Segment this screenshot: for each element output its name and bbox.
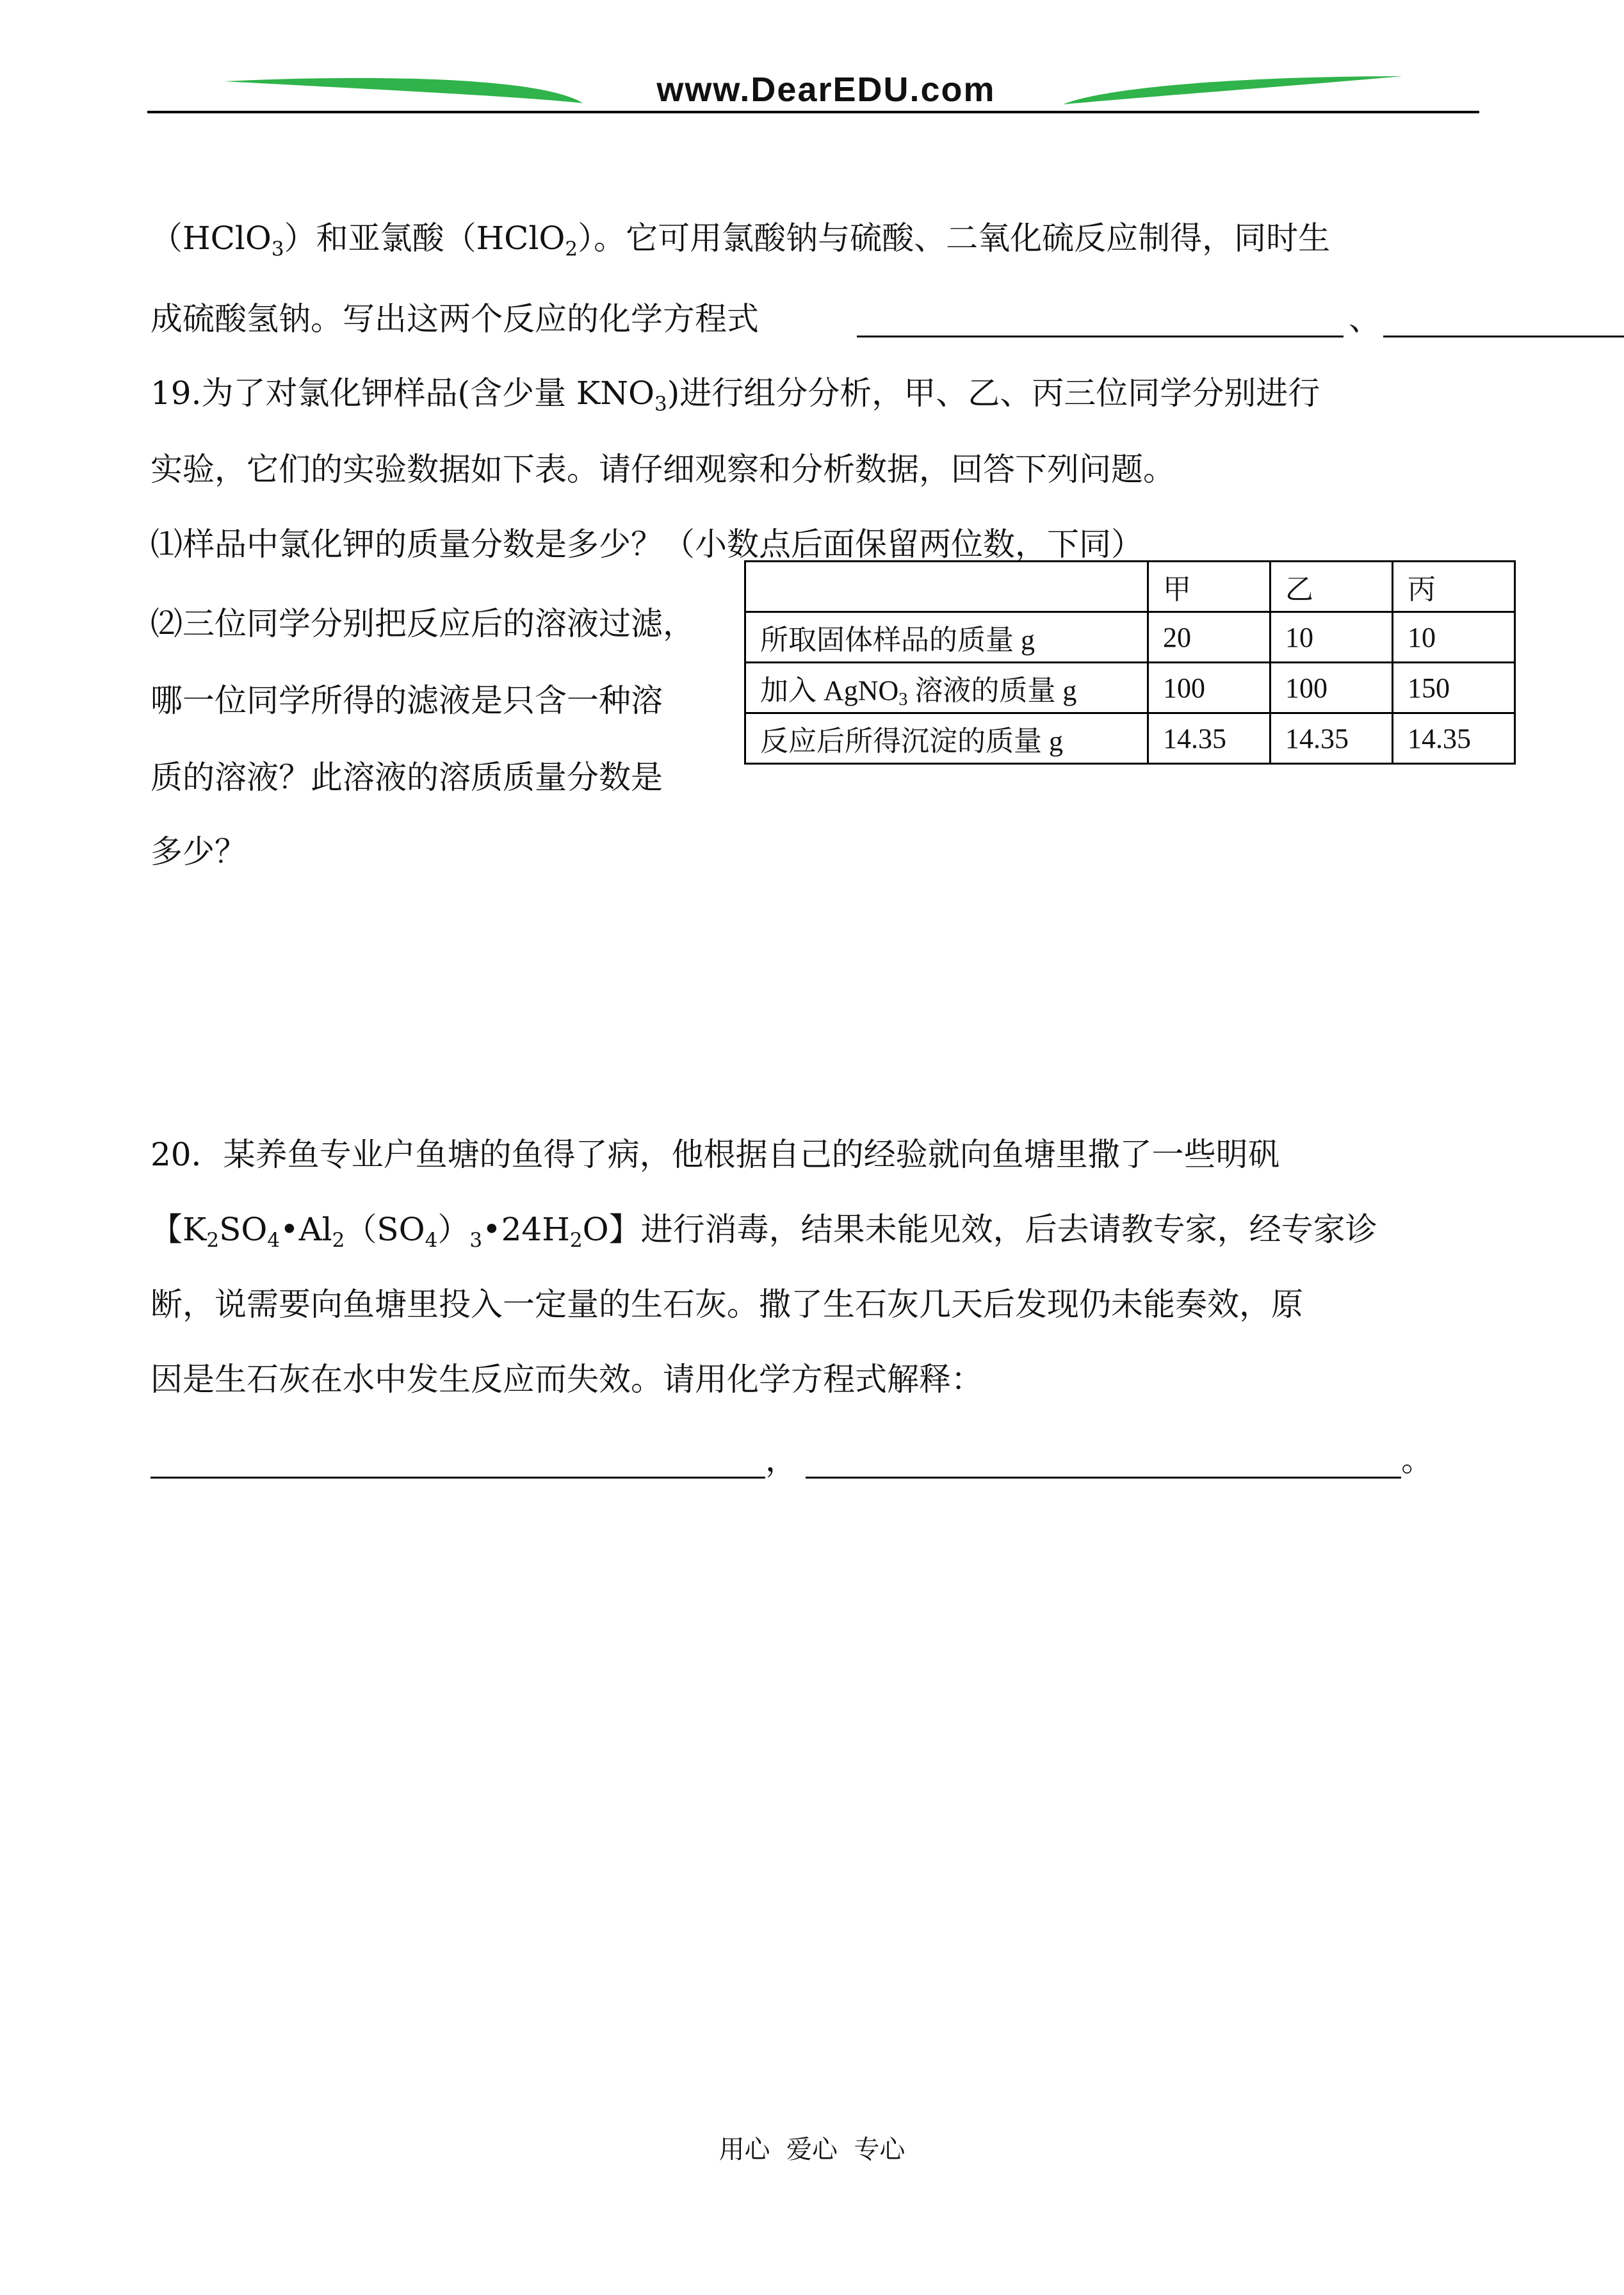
table-cell: 150 xyxy=(1393,663,1515,713)
table-cell: 14.35 xyxy=(1148,713,1271,764)
table-cell: 100 xyxy=(1271,663,1393,713)
table-header-bing: 丙 xyxy=(1393,562,1515,612)
page-header xyxy=(147,67,1479,118)
table-header-yi: 乙 xyxy=(1271,562,1393,612)
site-logo: www.DearEDU.com xyxy=(656,70,996,109)
q19-line-2: 实验，它们的实验数据如下表。请仔细观察和分析数据，回答下列问题。 xyxy=(150,451,1175,488)
q18-line-1: （HClO$_3$）和亚氯酸（HClO$_2$）。它可用氯酸钠与硫酸、二氧化硫反应制得，同时生 xyxy=(150,220,1331,261)
table-cell: 10 xyxy=(1393,612,1515,663)
q20-line-3: 断，说需要向鱼塘里投入一定量的生石灰。撒了生石灰几天后发现仍未能奏效，原 xyxy=(150,1286,1303,1323)
header-rule xyxy=(147,111,1479,113)
q19-subquestion-2-line-2: 哪一位同学所得的滤液是只含一种溶 xyxy=(150,682,663,719)
q20-line-4: 因是生石灰在水中发生反应而失效。请用化学方程式解释： xyxy=(150,1361,983,1398)
table-cell: 14.35 xyxy=(1393,713,1515,764)
q18-answer-blank-1[interactable] xyxy=(857,336,1344,337)
q20-period: 。 xyxy=(1401,1441,1433,1479)
q20-answer-blank-1[interactable] xyxy=(150,1477,765,1479)
experiment-data-table xyxy=(744,560,1516,765)
table-header-row xyxy=(745,562,1515,612)
page-footer: 用心 爱心 专心 xyxy=(719,2135,905,2164)
q20-comma: ， xyxy=(765,1441,797,1479)
table-header-jia: 甲 xyxy=(1148,562,1271,612)
q20-answer-blank-2[interactable] xyxy=(806,1477,1401,1479)
q20-line-1: 20．某养鱼专业户鱼塘的鱼得了病，他根据自己的经验就向鱼塘里撒了一些明矾 xyxy=(150,1136,1280,1173)
table-row xyxy=(745,612,1515,663)
table-row xyxy=(745,663,1515,713)
table-cell: 10 xyxy=(1271,612,1393,663)
right-swoosh xyxy=(1063,76,1402,104)
q20-line-2: 【$K_2SO_4•Al_2(SO_4)_3•24H_2O$】进行消毒，结果未能见效，后去请教专家，经专家诊 xyxy=(150,1211,1377,1252)
q19-subquestion-2-line-3: 质的溶液？此溶液的溶质质量分数是 xyxy=(150,759,663,796)
q18-answer-blank-2[interactable] xyxy=(1383,336,1624,337)
table-cell: 14.35 xyxy=(1271,713,1393,764)
q18-separator: 、 xyxy=(1349,300,1381,337)
table-cell: 100 xyxy=(1148,663,1271,713)
table-row-label: 加入 AgNO$_3$ 溶液的质量 g xyxy=(745,663,1148,713)
q19-subquestion-1: ⑴样品中氯化钾的质量分数是多少？（小数点后面保留两位数，下同） xyxy=(150,526,1143,563)
table-header-blank xyxy=(745,562,1148,612)
table-row-label: 所取固体样品的质量 g xyxy=(745,612,1148,663)
left-swoosh xyxy=(224,78,583,103)
q19-line-1: 19.为了对氯化钾样品(含少量 $KNO_3$)进行组分分析，甲、乙、丙三位同学分别进行 xyxy=(150,375,1320,416)
table-row-label: 反应后所得沉淀的质量 g xyxy=(745,713,1148,764)
q18-line-2: 成硫酸氢钠。写出这两个反应的化学方程式 xyxy=(150,300,759,337)
q19-subquestion-2-line-1: ⑵三位同学分别把反应后的溶液过滤， xyxy=(150,605,695,642)
q19-subquestion-2-line-4: 多少？ xyxy=(150,833,247,870)
table-cell: 20 xyxy=(1148,612,1271,663)
table-row xyxy=(745,713,1515,764)
